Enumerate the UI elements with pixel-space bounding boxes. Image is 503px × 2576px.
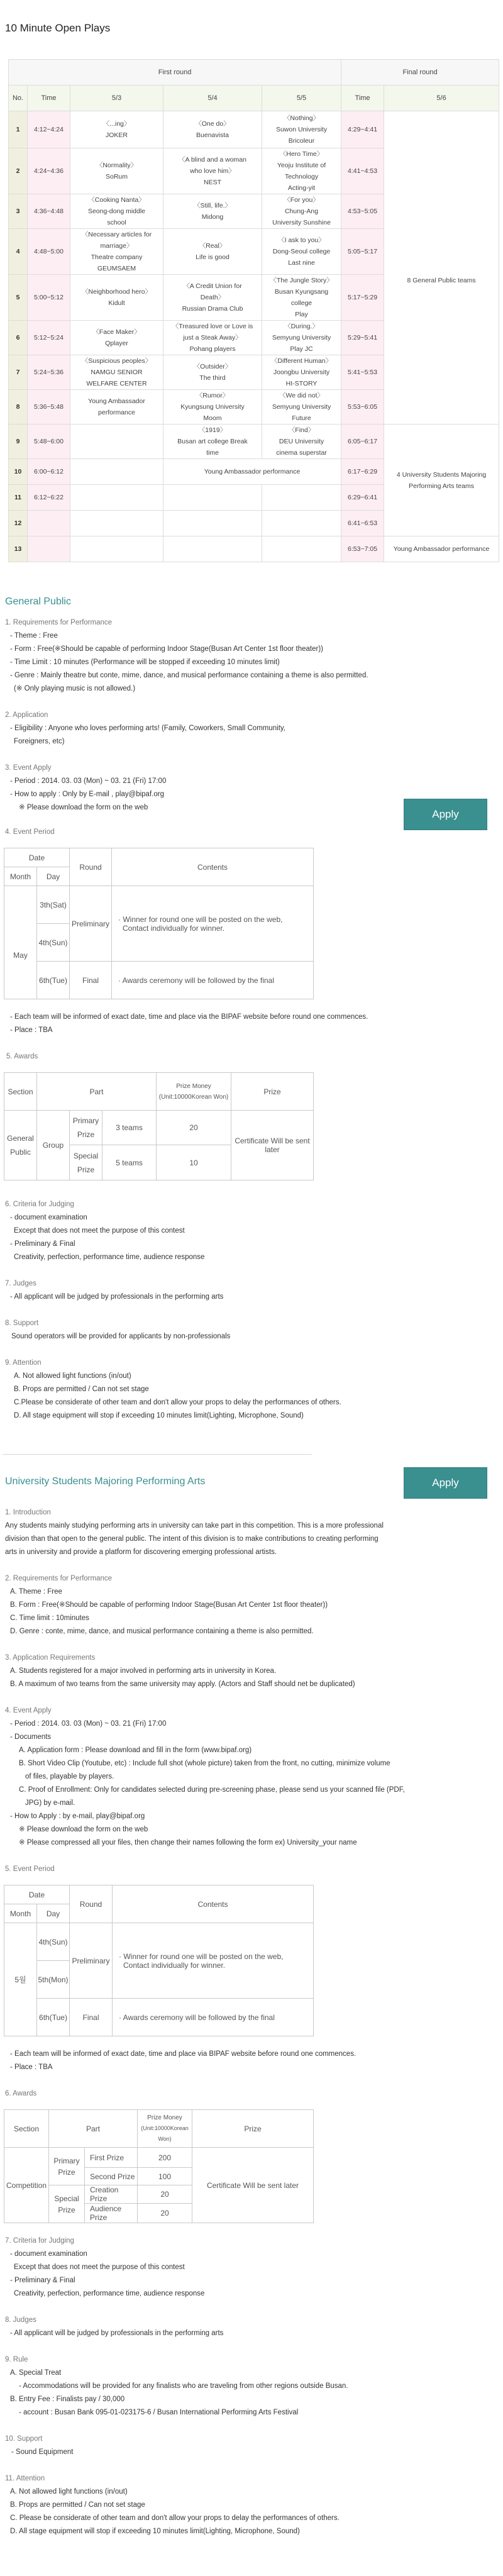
u-s11-line: B. Props are permitted / Can not set stage (10, 2501, 145, 2509)
cell-5-3: 〈Neighborhood hero〉 Kidult (70, 275, 163, 321)
col-5-5: 5/5 (262, 86, 341, 111)
day-cell: 3th(Sat) (37, 886, 70, 924)
u-s10-title: 10. Support (5, 2435, 43, 2443)
cell-5-4 (163, 536, 262, 562)
day-cell: 4th(Sun) (37, 1923, 70, 1961)
u-s4-line: B. Short Video Clip (Youtube, etc) : Include full shot (whole picture) taken from the front, no cutting, minimize volume (19, 1760, 390, 1767)
gp-s9-line: C.Please be considerate of other team and don't allow your props to delay the performances of others. (14, 1399, 341, 1406)
u-s4-line: A. Application form : Please download and fill in the form (www.bipaf.org) (19, 1746, 252, 1754)
contents-cell: · Winner for round one will be posted on the web, Contact individually for winner. (112, 886, 314, 962)
contents-cell: · Awards ceremony will be followed by the final (113, 1999, 314, 2036)
section-cell: Competition (4, 2148, 49, 2223)
cell-5-4: 〈A Credit Union for Death〉 Russian Drama Club (163, 275, 262, 321)
primary-prize-cell: Primary Prize (70, 1111, 102, 1145)
u-s11-line: C. Please be considerate of other team and don't allow your props to delay the performances of others. (10, 2514, 340, 2522)
gp-s3-line: ※ Please download the form on the web (19, 804, 148, 811)
merged-cell: Young Ambassador performance (163, 459, 341, 485)
round-cell: Final (70, 962, 112, 999)
cell-5-3: 〈Normality〉 SoRum (70, 148, 163, 194)
u-s9-line: - account : Busan Bank 095-01-023175-6 / Busan International Performing Arts Festival (19, 2409, 299, 2416)
u-s4-line: - Period : 2014. 03. 03 (Mon) ~ 03. 21 (Fri) 17:00 (10, 1720, 167, 1728)
u-s1-line: arts in university and provide a platform for discovering emerging professional artists. (5, 1548, 277, 1556)
row-final-time: 5:41~5:53 (341, 355, 384, 390)
row-number: 1 (9, 111, 28, 148)
cell-5-5: 〈Hero Time〉 Yeoju Institute of Technology Acting-yit (262, 148, 341, 194)
cell-5-5: 〈I ask to you〉 Dong-Seoul college Last nine (262, 229, 341, 275)
gp-s4-title: 4. Event Period (5, 828, 55, 836)
row-number: 9 (9, 425, 28, 459)
th-prize-money: Prize Money (Unit:10000Korean Won) (138, 2110, 192, 2148)
gp-s1-line: - Genre : Mainly theatre but conte, mime, dance, and musical performance containing a theme is also permitted. (10, 672, 368, 679)
th-contents: Contents (113, 1885, 314, 1923)
gp-awards-table (4, 1072, 314, 1180)
day-cell: 6th(Tue) (37, 962, 70, 999)
row-time: 6:12~6:22 (28, 485, 70, 511)
u-s9-line: - Accommodations will be provided for any finalists who are traveling from other regions outside Busan. (19, 2382, 348, 2390)
u-s3-title: 3. Application Requirements (5, 1654, 96, 1662)
day-cell: 6th(Tue) (37, 1999, 70, 2036)
row-number: 3 (9, 194, 28, 229)
cell-5-5 (262, 536, 341, 562)
u-s1-title: 1. Introduction (5, 1509, 51, 1516)
cell-5-5: 〈The Jungle Story〉 Busan Kyungsang college Play (262, 275, 341, 321)
u-event-period-table (4, 1885, 314, 2036)
th-day: Day (37, 1904, 70, 1923)
row-time: 5:48~6:00 (28, 425, 70, 459)
u-s5-note: - Place : TBA (10, 2063, 53, 2071)
u-s2-line: A. Theme : Free (10, 1588, 62, 1596)
cell-5-3: 〈Face Maker〉 Qplayer (70, 321, 163, 355)
row-time: 4:36~4:48 (28, 194, 70, 229)
th-date: Date (4, 1885, 70, 1904)
u-s7-line: Except that does not meet the purpose of this contest (14, 2263, 185, 2271)
schedule-row (9, 111, 499, 148)
th-contents: Contents (112, 848, 314, 886)
contents-cell: · Winner for round one will be posted on the web, Contact individually for winner. (113, 1923, 314, 1999)
u-s7-title: 7. Criteria for Judging (5, 2237, 74, 2245)
gp-s6-title: 6. Criteria for Judging (5, 1201, 74, 1208)
row-final-time: 4:41~4:53 (341, 148, 384, 194)
gp-s8-title: 8. Support (5, 1319, 39, 1327)
row-number: 6 (9, 321, 28, 355)
th-day: Day (37, 867, 70, 886)
gp-s6-line: Except that does not meet the purpose of this contest (14, 1227, 185, 1235)
gp-s1-line: - Time Limit : 10 minutes (Performance will be stopped if exceeding 10 minutes limit) (10, 658, 280, 666)
round-cell: Preliminary (70, 886, 112, 962)
col-final-time: Time (341, 86, 384, 111)
row-time (28, 511, 70, 536)
cell-5-3: 〈Suspicious peoples〉 NAMGU SENIOR WELFARE CENTER (70, 355, 163, 390)
u-s7-line: Creativity, perfection, performance time, audience response (14, 2290, 205, 2297)
final-general-teams: 8 General Public teams (384, 111, 499, 425)
u-s4-line: of files, playable by players. (25, 1773, 114, 1780)
cell-5-4: 〈A blind and a woman who love him〉 NEST (163, 148, 262, 194)
row-number: 5 (9, 275, 28, 321)
row-final-time: 6:17~6:29 (341, 459, 384, 485)
gp-s9-line: A. Not allowed light functions (in/out) (14, 1372, 131, 1380)
schedule-table (8, 59, 499, 562)
gp-s2-line: - Eligibility : Anyone who loves performing arts! (Family, Coworkers, Small Community, (10, 724, 285, 732)
contents-cell: · Awards ceremony will be followed by the final (112, 962, 314, 999)
final-ambassador: Young Ambassador performance (384, 536, 499, 562)
teams-cell: 3 teams (102, 1111, 157, 1145)
u-s4-line: ※ Please compressed all your files, then change their names following the form ex) University_your name (19, 1839, 357, 1846)
cell-5-5 (262, 485, 341, 511)
cell-5-3: Young Ambassador performance (70, 390, 163, 425)
cell-5-3 (70, 459, 163, 485)
u-s5-title: 5. Event Period (5, 1865, 55, 1873)
gp-s2-title: 2. Application (5, 711, 48, 719)
cell-5-5: 〈During.〉 Semyung University Play JC (262, 321, 341, 355)
cell-5-4: 〈Real〉 Life is good (163, 229, 262, 275)
university-title: University Students Majoring Performing Arts (5, 1476, 206, 1487)
u-s3-line: A. Students registered for a major involved in performing arts in university in Korea. (10, 1667, 277, 1675)
schedule-row (9, 425, 499, 459)
cell-5-4: 〈Rumor〉 Kyungsung University Moom (163, 390, 262, 425)
row-number: 13 (9, 536, 28, 562)
gp-s3-title: 3. Event Apply (5, 764, 52, 772)
row-time: 6:00~6:12 (28, 459, 70, 485)
th-round: Round (70, 848, 112, 886)
u-s2-line: B. Form : Free(※Should be capable of performing Indoor Stage(Busan Art Center 1st floor theater)) (10, 1601, 328, 1609)
certificate-cell: Certificate Will be sent later (192, 2148, 314, 2223)
u-s7-line: - document examination (10, 2250, 87, 2258)
special-prize-cell: Special Prize (49, 2185, 85, 2223)
amount-cell: 10 (157, 1145, 231, 1180)
cell-5-4: 〈1919〉 Busan art college Break time (163, 425, 262, 459)
final-university-teams: 4 University Students Majoring Performing Arts teams (384, 425, 499, 536)
th-prize: Prize (231, 1073, 314, 1111)
th-prize-money: Prize Money (Unit:10000Korean Won) (157, 1073, 231, 1111)
cell-5-3 (70, 536, 163, 562)
row-time: 4:12~4:24 (28, 111, 70, 148)
cell-5-4 (163, 485, 262, 511)
prize-name-cell: Audience Prize (85, 2204, 138, 2223)
row-number: 8 (9, 390, 28, 425)
cell-5-5: 〈Different Human〉 Joongbu University HI-STORY (262, 355, 341, 390)
cell-5-3: 〈Cooking Nanta〉 Seong-dong middle school (70, 194, 163, 229)
row-final-time: 5:29~5:41 (341, 321, 384, 355)
gp-event-period-table (4, 848, 314, 999)
row-time: 5:36~5:48 (28, 390, 70, 425)
u-s11-title: 11. Attention (5, 2475, 45, 2482)
u-s4-line: ※ Please download the form on the web (19, 1826, 148, 1833)
amount-cell: 20 (138, 2185, 192, 2204)
gp-s3-line: - Period : 2014. 03. 03 (Mon) ~ 03. 21 (Fri) 17:00 (10, 777, 167, 785)
gp-s5-title: 5. Awards (6, 1053, 38, 1060)
row-final-time: 5:53~6:05 (341, 390, 384, 425)
cell-5-3: 〈Necessary articles for marriage〉 Theatre company GEUMSAEM (70, 229, 163, 275)
cell-5-5: 〈Nothing〉 Suwon University Bricoleur (262, 111, 341, 148)
row-final-time: 5:17~5:29 (341, 275, 384, 321)
u-s8-title: 8. Judges (5, 2316, 36, 2324)
gp-s7-title: 7. Judges (5, 1280, 36, 1287)
cell-5-4 (163, 511, 262, 536)
row-number: 11 (9, 485, 28, 511)
u-awards-table (4, 2109, 314, 2223)
cell-5-3 (70, 425, 163, 459)
gp-s9-line: D. All stage equipment will stop if exceeding 10 minutes limit(Lighting, Microphone, Sound) (14, 1412, 304, 1419)
gp-s1-line: - Theme : Free (10, 632, 58, 640)
gp-s6-line: - Preliminary & Final (10, 1240, 75, 1248)
general-public-title: General Public (5, 596, 71, 607)
th-part: Part (49, 2110, 138, 2148)
gp-s3-line: - How to apply : Only by E-mail , play@bipaf.org (10, 791, 164, 798)
schedule-row (9, 536, 499, 562)
row-final-time: 4:53~5:05 (341, 194, 384, 229)
page-title: 10 Minute Open Plays (5, 22, 111, 34)
u-s4-line: - Documents (10, 1733, 52, 1741)
row-number: 2 (9, 148, 28, 194)
group-cell: Group (37, 1111, 70, 1180)
u-s10-line: - Sound Equipment (11, 2448, 74, 2456)
university-apply-button[interactable]: Apply (404, 1467, 487, 1499)
round-cell: Final (70, 1999, 113, 2036)
row-time: 4:24~4:36 (28, 148, 70, 194)
u-s11-line: D. All stage equipment will stop if exceeding 10 minutes limit(Lighting, Microphone, Sound) (10, 2528, 300, 2535)
col-5-6: 5/6 (384, 86, 499, 111)
month-cell: May (4, 886, 37, 999)
u-s9-title: 9. Rule (5, 2356, 28, 2363)
u-s1-line: Any students mainly studying performing arts in university can take part in this competition. This is a more professional (5, 1522, 384, 1530)
u-s7-line: - Preliminary & Final (10, 2277, 75, 2284)
th-month: Month (4, 867, 37, 886)
teams-cell: 5 teams (102, 1145, 157, 1180)
gp-s2-line: Foreigners, etc) (14, 738, 65, 745)
row-time: 5:24~5:36 (28, 355, 70, 390)
day-cell: 4th(Sun) (37, 924, 70, 962)
certificate-cell: Certificate Will be sent later (231, 1111, 314, 1180)
primary-prize-cell: Primary Prize (49, 2148, 85, 2185)
row-number: 12 (9, 511, 28, 536)
cell-5-3 (70, 511, 163, 536)
gp-s9-line: B. Props are permitted / Can not set stage (14, 1385, 149, 1393)
row-final-time: 6:05~6:17 (341, 425, 384, 459)
cell-5-3 (70, 485, 163, 511)
u-s2-line: C. Time limit : 10minutes (10, 1614, 89, 1622)
u-s4-title: 4. Event Apply (5, 1707, 52, 1714)
u-s5-note: - Each team will be informed of exact date, time and place via BIPAF website before round one commences. (10, 2050, 357, 2058)
u-s4-line: - How to Apply : by e-mail, play@bipaf.org (10, 1813, 145, 1820)
u-s11-line: A. Not allowed light functions (in/out) (10, 2488, 128, 2496)
row-number: 4 (9, 229, 28, 275)
row-time (28, 536, 70, 562)
th-date: Date (4, 848, 70, 867)
amount-cell: 200 (138, 2148, 192, 2168)
section-cell: General Public (4, 1111, 37, 1180)
cell-5-4: 〈One do〉 Buenavista (163, 111, 262, 148)
prize-name-cell: Creation Prize (85, 2185, 138, 2204)
special-prize-cell: Special Prize (70, 1145, 102, 1180)
row-final-time: 6:53~7:05 (341, 536, 384, 562)
cell-5-4: 〈Still, life.〉 Midong (163, 194, 262, 229)
th-section: Section (4, 1073, 37, 1111)
u-s9-line: B. Entry Fee : Finalists pay / 30,000 (10, 2396, 125, 2403)
cell-5-5: 〈Find〉 DEU University cinema superstar (262, 425, 341, 459)
u-s2-title: 2. Requirements for Performance (5, 1575, 113, 1582)
gp-s6-line: - document examination (10, 1214, 87, 1221)
cell-5-5: 〈We did not〉 Semyung University Future (262, 390, 341, 425)
amount-cell: 20 (138, 2204, 192, 2223)
u-s1-line: division than that open to the general public. The intent of this division is to make contributions to creating performing (5, 1535, 379, 1543)
row-final-time: 6:41~6:53 (341, 511, 384, 536)
u-s4-line: C. Proof of Enrollment: Only for candidates selected during pre-screening phase, please send us your scanned file (PDF, (19, 1786, 405, 1794)
first-round-header: First round (9, 60, 341, 86)
row-final-time: 5:05~5:17 (341, 229, 384, 275)
prize-name-cell: Second Prize (85, 2168, 138, 2185)
row-final-time: 4:29~4:41 (341, 111, 384, 148)
gp-s1-line: (※ Only playing music is not allowed.) (14, 685, 136, 692)
row-final-time: 6:29~6:41 (341, 485, 384, 511)
row-number: 10 (9, 459, 28, 485)
u-s2-line: D. Genre : conte, mime, dance, and musical performance containing a theme is also permitted. (10, 1628, 314, 1635)
cell-5-5: 〈For you〉 Chung-Ang University Sunshine (262, 194, 341, 229)
gp-s6-line: Creativity, perfection, performance time, audience response (14, 1253, 205, 1261)
u-s9-line: A. Special Treat (10, 2369, 62, 2377)
gp-s1-line: - Form : Free(※Should be capable of performing Indoor Stage(Busan Art Center 1st floor theater)) (10, 645, 323, 653)
general-apply-button[interactable]: Apply (404, 799, 487, 830)
u-s4-line: JPG) by e-mail. (25, 1799, 75, 1807)
th-round: Round (70, 1885, 113, 1923)
col-5-4: 5/4 (163, 86, 262, 111)
col-time: Time (28, 86, 70, 111)
u-s8-line: - All applicant will be judged by professionals in the performing arts (10, 2329, 224, 2337)
row-time: 4:48~5:00 (28, 229, 70, 275)
col-5-3: 5/3 (70, 86, 163, 111)
cell-5-5 (262, 511, 341, 536)
round-cell: Preliminary (70, 1923, 113, 1999)
final-round-header: Final round (341, 60, 499, 86)
cell-5-4: 〈Outsider〉 The third (163, 355, 262, 390)
th-section: Section (4, 2110, 49, 2148)
prize-name-cell: First Prize (85, 2148, 138, 2168)
gp-s9-title: 9. Attention (5, 1359, 41, 1367)
th-part: Part (37, 1073, 157, 1111)
gp-s4-note: - Place : TBA (10, 1026, 53, 1034)
th-month: Month (4, 1904, 37, 1923)
gp-s8-line: Sound operators will be provided for applicants by non-professionals (11, 1333, 231, 1340)
month-cell: 5월 (4, 1923, 37, 2036)
cell-5-3: 〈...ing〉 JOKER (70, 111, 163, 148)
gp-s1-title: 1. Requirements for Performance (5, 619, 113, 626)
amount-cell: 100 (138, 2168, 192, 2185)
gp-s4-note: - Each team will be informed of exact date, time and place via the BIPAF website before round one commences. (10, 1013, 368, 1021)
row-time: 5:12~5:24 (28, 321, 70, 355)
col-no: No. (9, 86, 28, 111)
gp-s7-line: - All applicant will be judged by professionals in the performing arts (10, 1293, 224, 1301)
cell-5-4: 〈Treasured love or Love is just a Steak Away〉 Pohang players (163, 321, 262, 355)
th-prize: Prize (192, 2110, 314, 2148)
row-time: 5:00~5:12 (28, 275, 70, 321)
u-s3-line: B. A maximum of two teams from the same university may apply. (Actors and Staff should net be duplicated) (10, 1680, 355, 1688)
amount-cell: 20 (157, 1111, 231, 1145)
day-cell: 5th(Mon) (37, 1961, 70, 1999)
u-s6-title: 6. Awards (5, 2090, 37, 2097)
row-number: 7 (9, 355, 28, 390)
